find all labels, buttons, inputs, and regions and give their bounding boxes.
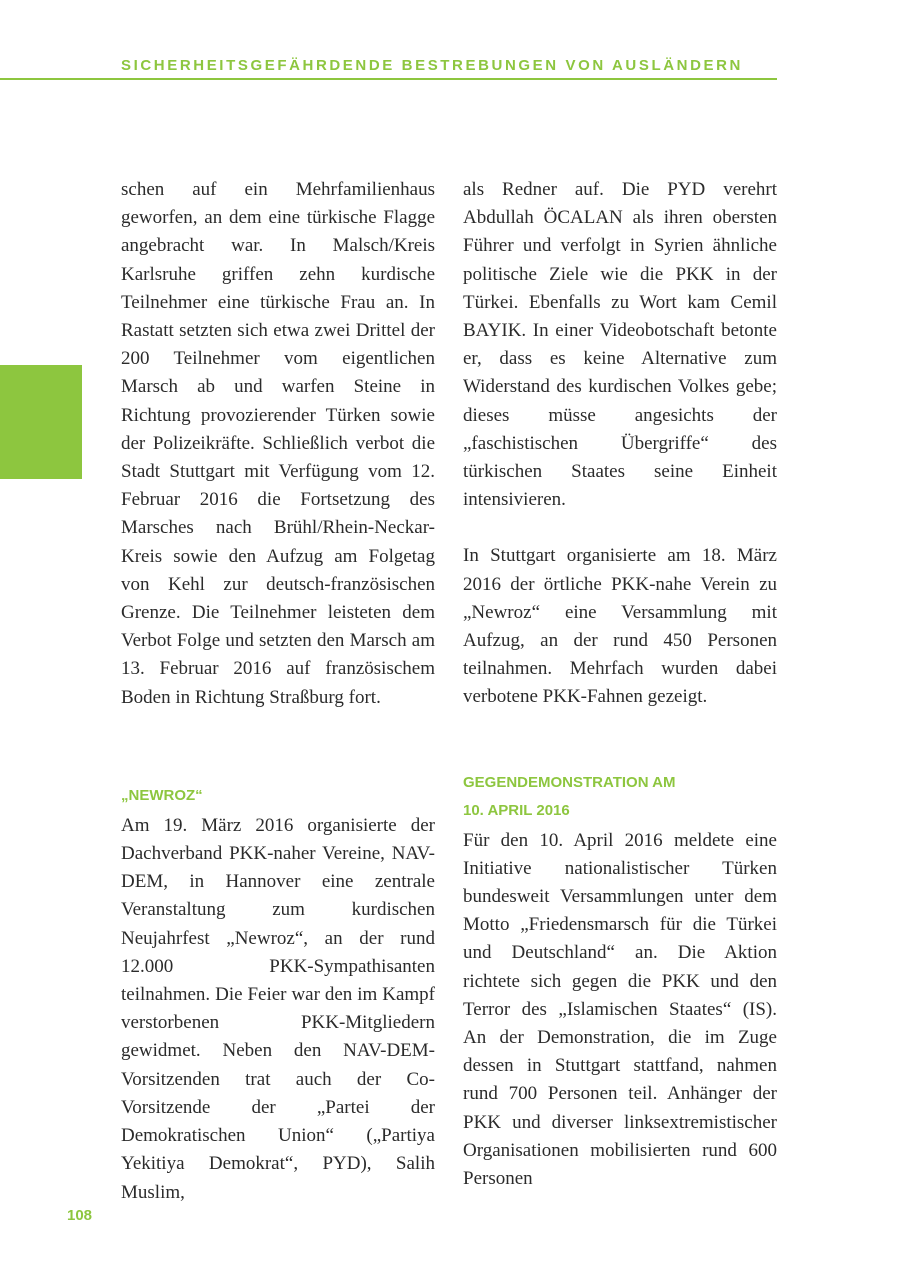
right-paragraph-2: In Stuttgart organisierte am 18. März 2016 der örtliche PKK-nahe Verein zu „Newroz“ eine Versammlung mit Aufzug, an der rund 450 Personen teilnahmen. Mehrfach wurden dabei verbotene PKK-Fahnen gezeigt. bbox=[463, 545, 777, 708]
right-paragraph-1: als Redner auf. Die PYD verehrt Abdullah ÖCALAN als ihren obersten Führer und verfolgt in Syrien ähnliche politische Ziele wie die PKK in der Türkei. Ebenfalls zu Wort kam Cemil BAYIK. In einer Videobotschaft betonte er, dass es keine Alternative zum Widerstand des kurdischen Volkes gebe; dieses müsse angesichts der „faschistischen Übergriffe“ des türkischen Staates seine Einheit intensivieren. bbox=[463, 179, 777, 511]
left-column bbox=[121, 176, 435, 1207]
section-heading-newroz: „NEWROZ“ bbox=[121, 786, 203, 804]
left-paragraph-2: Am 19. März 2016 organisierte der Dachverband PKK-naher Vereine, NAV-DEM, in Hannover eine zentrale Veranstaltung zum kurdischen Neujahrfest „Newroz“, an der rund 12.000 PKK-Sympathisanten teilnahmen. Die Feier war den im Kampf verstorbenen PKK-Mitgliedern gewidmet. Neben den NAV-DEM-Vorsitzenden trat auch der Co-Vorsitzende der „Partei der Demokratischen Union“ („Partiya Yekitiya Demokrat“, PYD), Salih Muslim, bbox=[121, 814, 435, 1203]
section-heading-gegendemonstration: GEGENDEMONSTRATION AM bbox=[463, 773, 676, 791]
left-paragraph-1: schen auf ein Mehrfamilienhaus geworfen, an dem eine türkische Flagge angebracht war. In Malsch/Kreis Karlsruhe griffen zehn kurdische Teilnehmer eine türkische Frau an. In Rastatt setzten sich etwa zwei Drittel der 200 Teilnehmer vom eigentlichen Marsch ab und warfen Steine in Richtung provozierender Türken sowie der Polizeikräfte. Schließlich verbot die Stadt Stuttgart mit Verfügung vom 12. Februar 2016 die Fortsetzung des Marsches nach Brühl/Rhein-Neckar-Kreis sowie den Aufzug am Folgetag von Kehl zur deutsch-französischen Grenze. Die Teilnehmer leisteten dem Verbot Folge und setzten den Marsch am 13. Februar 2016 auf französischem Boden in Richtung Straßburg fort. bbox=[121, 179, 435, 708]
running-header-title: SICHERHEITSGEFÄHRDENDE BESTREBUNGEN VON AUSLÄNDERN bbox=[121, 57, 743, 74]
section-heading-gegendemonstration-date: 10. APRIL 2016 bbox=[463, 801, 570, 819]
right-paragraph-3: Für den 10. April 2016 meldete eine Initiative nationalistischer Türken bundesweit Versammlungen unter dem Motto „Friedensmarsch für die Türkei und Deutschland“ an. Die Aktion richtete sich gegen die PKK und den Terror des „Islamischen Staates“ (IS). An der Demonstration, die im Zuge dessen in Stuttgart stattfand, nahmen rund 700 Personen teil. Anhänger der PKK und diverser linksextremistischer Organisationen mobilisierten rund 600 Personen bbox=[463, 829, 777, 1190]
page-number: 108 bbox=[67, 1207, 93, 1224]
right-column bbox=[463, 176, 777, 1193]
section-tab-marker bbox=[0, 365, 82, 479]
header-rule bbox=[0, 78, 777, 80]
